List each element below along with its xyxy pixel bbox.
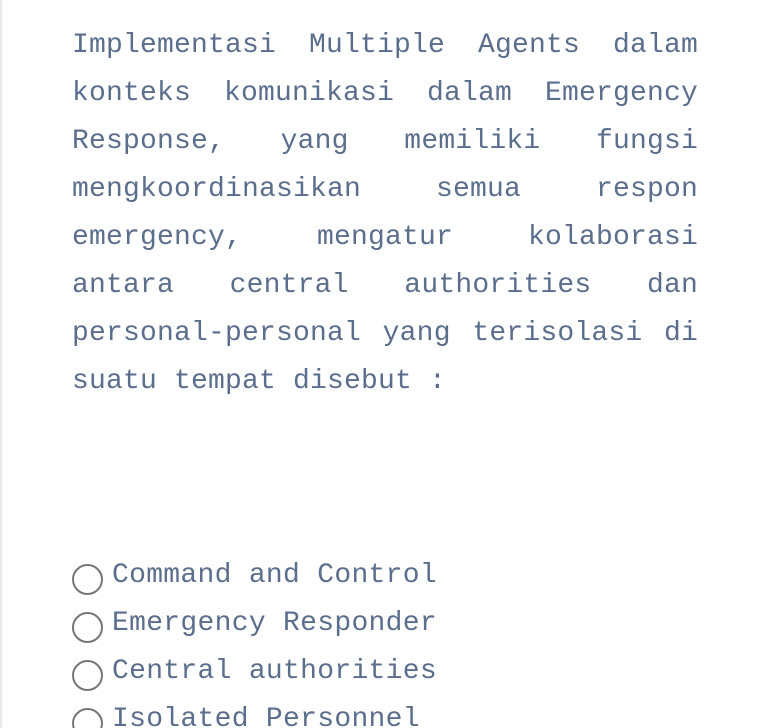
option-central-authorities[interactable] — [72, 648, 712, 696]
radio-button[interactable] — [72, 612, 103, 643]
option-label[interactable]: Isolated Personnel — [112, 704, 420, 728]
option-label[interactable]: Central authorities — [112, 656, 437, 687]
option-label[interactable]: Emergency Responder — [112, 608, 437, 639]
radio-button[interactable] — [72, 660, 103, 691]
radio-button[interactable] — [72, 564, 103, 595]
option-emergency-responder[interactable] — [72, 600, 712, 648]
radio-button[interactable] — [72, 708, 103, 728]
panel-left-border — [0, 0, 2, 728]
question-text: Implementasi Multiple Agents dalam konteks komunikasi dalam Emergency Response, yang memiliki fungsi mengkoordinasikan semua respon emergency, mengatur kolaborasi antara central authorities dan personal-personal yang terisolasi di suatu tempat disebut : — [72, 30, 698, 397]
answer-options — [72, 552, 712, 728]
option-isolated-personnel[interactable] — [72, 696, 712, 728]
option-command-and-control[interactable] — [72, 552, 712, 600]
option-label[interactable]: Command and Control — [112, 560, 437, 591]
